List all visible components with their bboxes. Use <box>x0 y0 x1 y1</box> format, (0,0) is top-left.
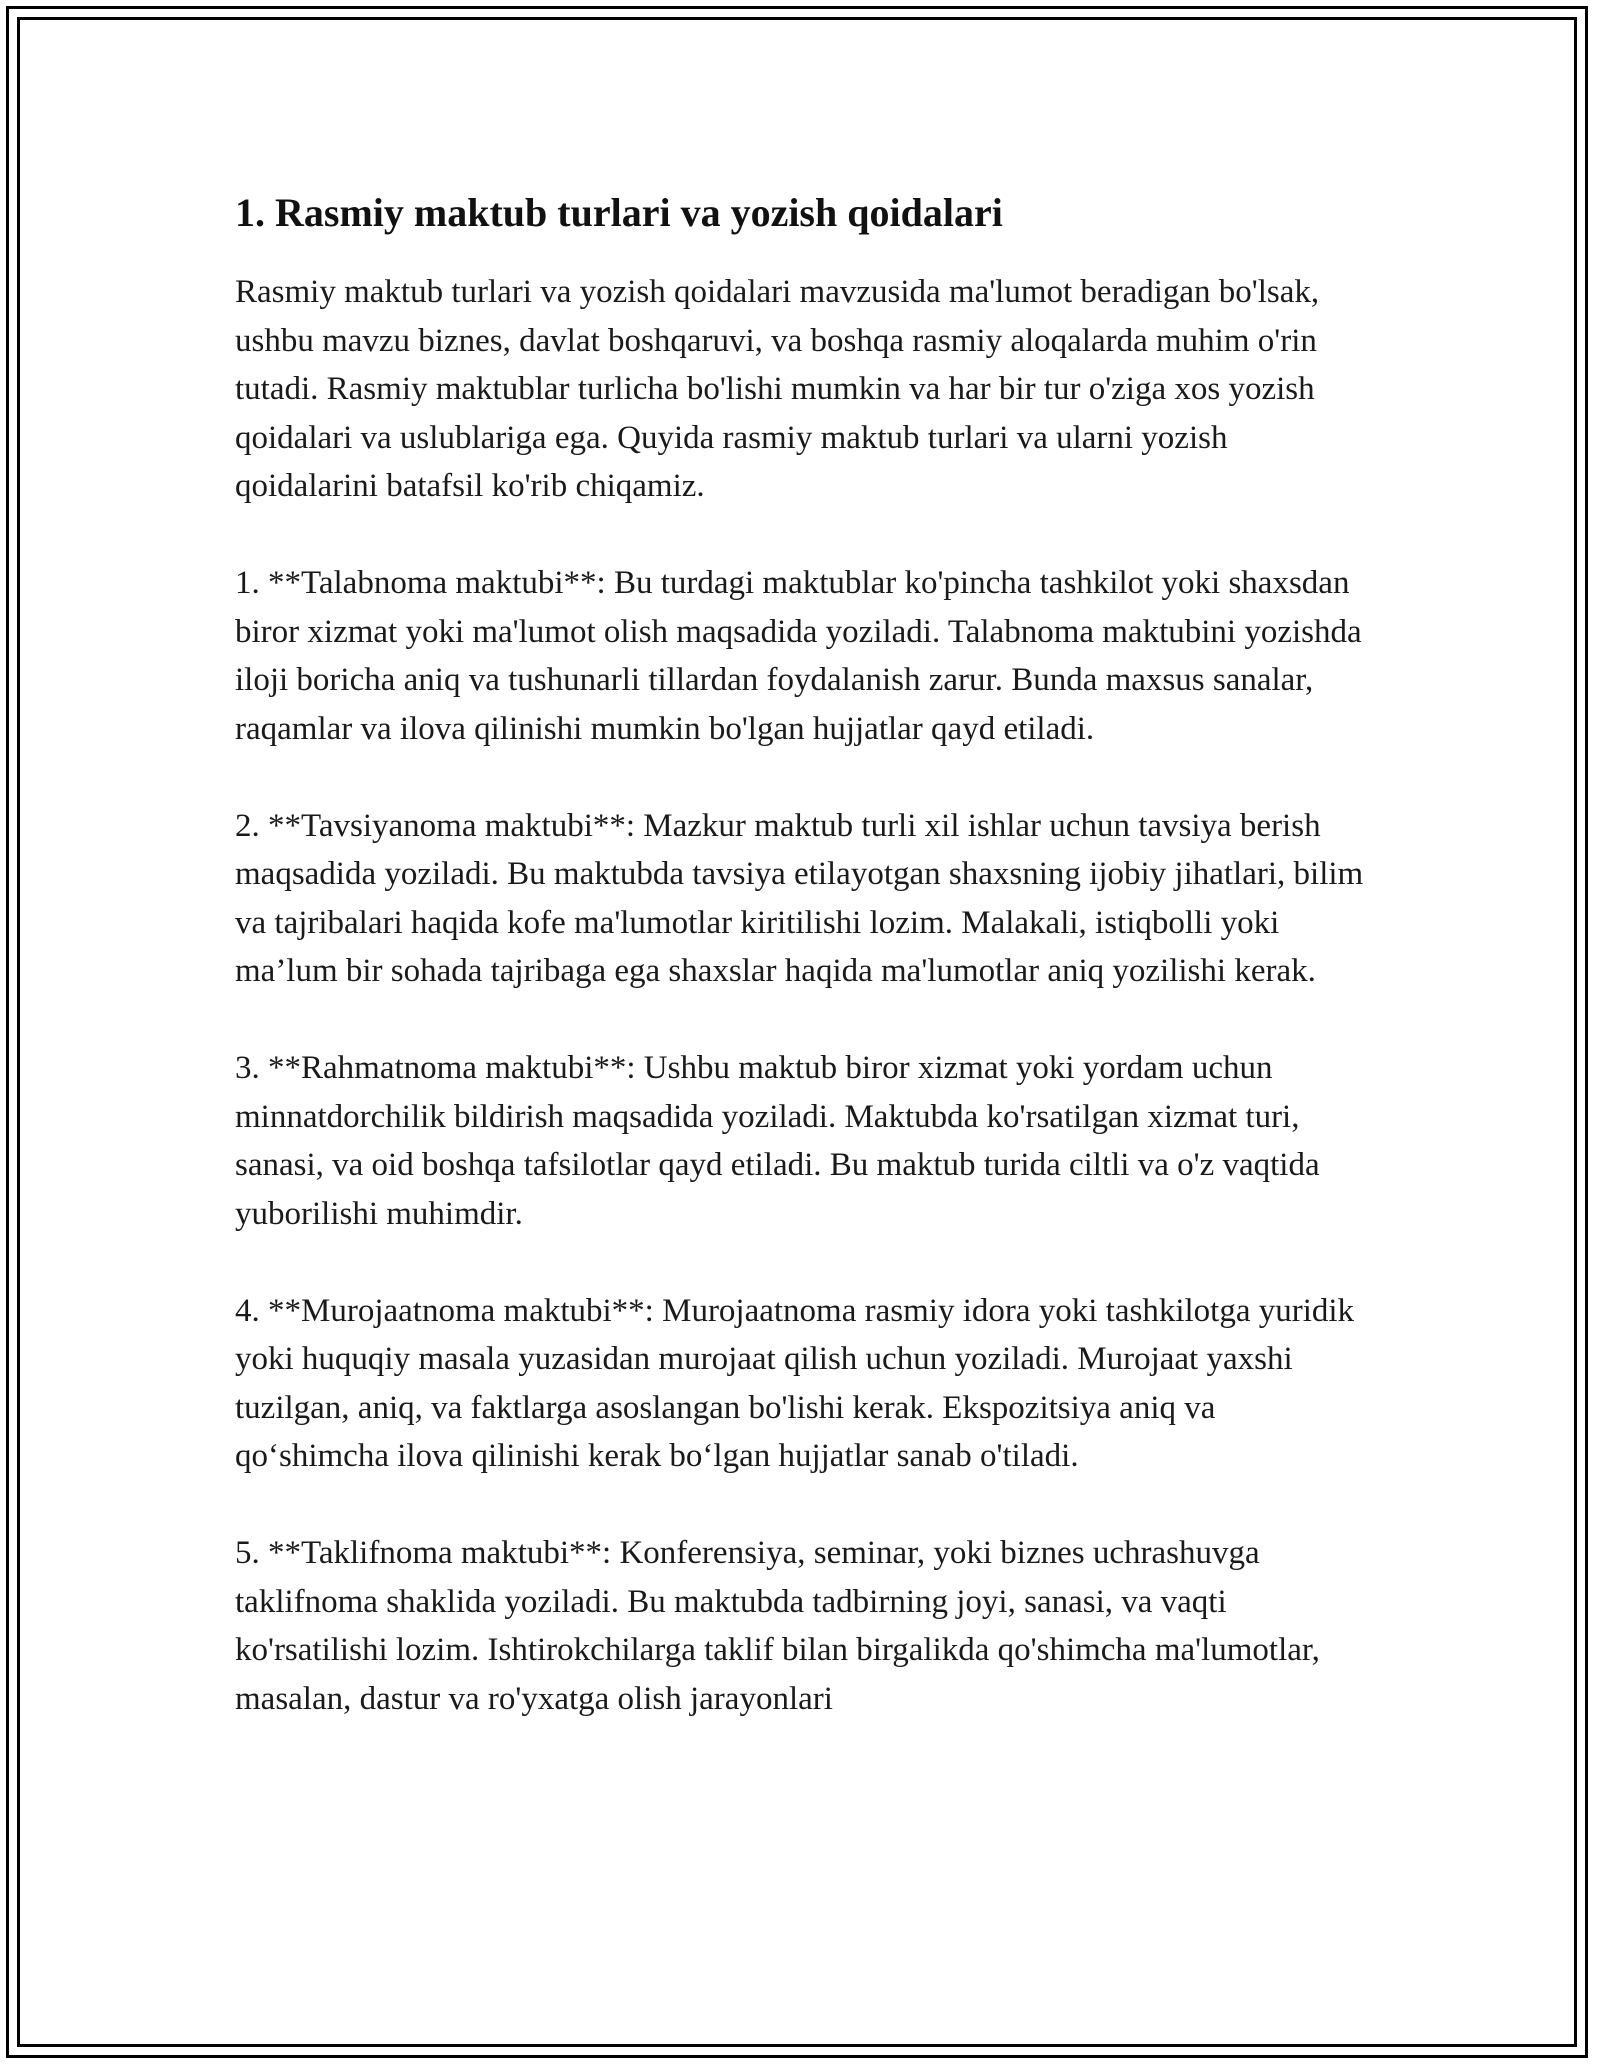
intro-paragraph: Rasmiy maktub turlari va yozish qoidalari mavzusida ma'lumot beradigan bo'lsak, ushbu mavzu biznes, davlat boshqaruvi, va boshqa rasmiy aloqalarda muhim o'rin tutadi. Rasmiy maktublar turlicha bo'lishi mumkin va har bir tur o'ziga xos yozish qoidalari va uslublariga ega. Quyida rasmiy maktub turlari va ularni yozish qoidalarini batafsil ko'rib chiqamiz. <box>235 274 1320 504</box>
document-body <box>235 186 1375 1772</box>
document-title: 1. Rasmiy maktub turlari va yozish qoidalari <box>235 190 1003 235</box>
paragraph-taklifnoma: 5. **Taklifnoma maktubi**: Konferensiya, seminar, yoki biznes uchrashuvga taklifnoma shaklida yoziladi. Bu maktubda tadbirning joyi, sanasi, va vaqti ko'rsatilishi lozim. Ishtirokchilarga taklif bilan birgalikda qo'shimcha ma'lumotlar, masalan, dastur va ro'yxatga olish jarayonlari <box>235 1535 1320 1717</box>
paragraph-rahmatnoma: 3. **Rahmatnoma maktubi**: Ushbu maktub biror xizmat yoki yordam uchun minnatdorchilik bildirish maqsadida yoziladi. Maktubda ko'rsatilgan xizmat turi, sanasi, va oid boshqa tafsilotlar qayd etiladi. Bu maktub turida ciltli va o'z vaqtida yuborilishi muhimdir. <box>235 1050 1320 1232</box>
paragraph-talabnoma: 1. **Talabnoma maktubi**: Bu turdagi maktublar ko'pincha tashkilot yoki shaxsdan biror xizmat yoki ma'lumot olish maqsadida yoziladi. Talabnoma maktubini yozishda iloji boricha aniq va tushunarli tillardan foydalanish zarur. Bunda maxsus sanalar, raqamlar va ilova qilinishi mumkin bo'lgan hujjatlar qayd etiladi. <box>235 565 1362 747</box>
paragraph-murojaatnoma: 4. **Murojaatnoma maktubi**: Murojaatnoma rasmiy idora yoki tashkilotga yuridik yoki huquqiy masala yuzasidan murojaat qilish uchun yoziladi. Murojaat yaxshi tuzilgan, aniq, va faktlarga asoslangan bo'lishi kerak. Ekspozitsiya aniq va qo‘shimcha ilova qilinishi kerak bo‘lgan hujjatlar sanab o'tiladi. <box>235 1292 1355 1474</box>
paragraph-tavsiyanoma: 2. **Tavsiyanoma maktubi**: Mazkur maktub turli xil ishlar uchun tavsiya berish maqsadida yoziladi. Bu maktubda tavsiya etilayotgan shaxsning ijobiy jihatlari, bilim va tajribalari haqida kofe ma'lumotlar kiritilishi lozim. Malakali, istiqbolli yoki ma’lum bir sohada tajribaga ega shaxslar haqida ma'lumotlar aniq yozilishi kerak. <box>235 807 1364 989</box>
